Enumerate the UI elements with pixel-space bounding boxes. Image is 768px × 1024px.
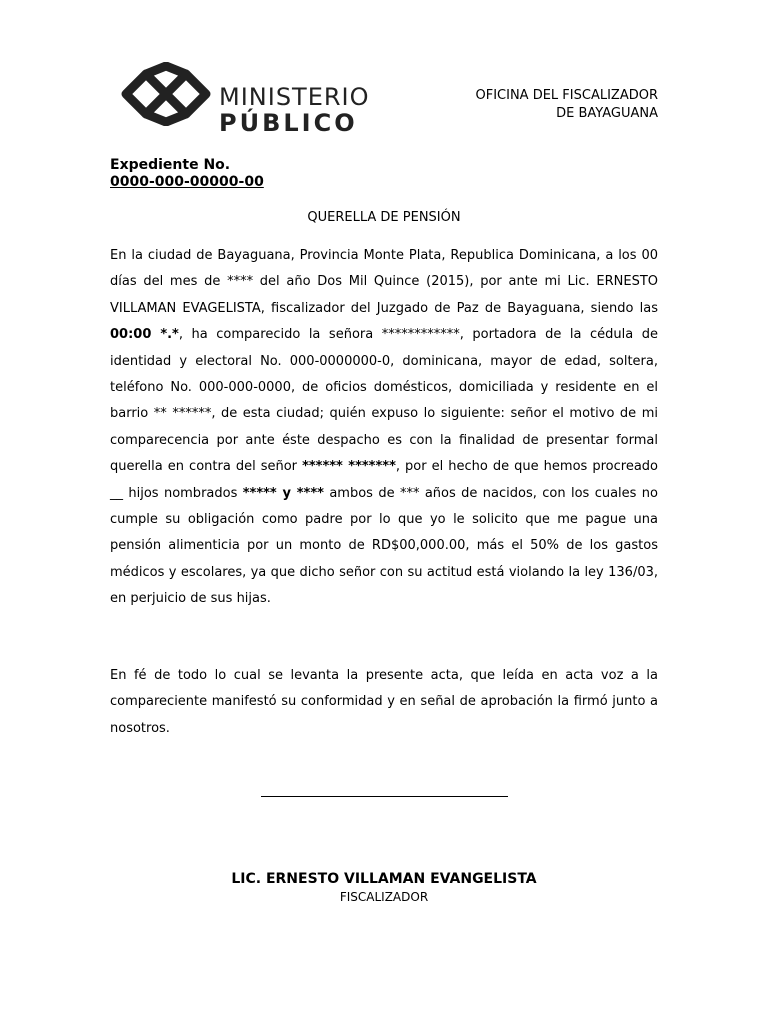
paragraph-1 [110,243,658,613]
logo-line-1: MINISTERIO [219,83,370,111]
paragraph-2: En fé de todo lo cual se levanta la presente acta, que leída en acta voz a la compareciente manifestó su conformidad y en señal de aprobación la firmó junto a nosotros. [110,668,658,736]
ministerio-publico-logo [118,62,388,137]
bold-text-run: 00:00 *.* [110,327,179,343]
bold-text-run: ****** ******* [302,459,396,475]
expediente-number: 0000-000-00000-00 [110,174,264,190]
logo-wordmark [219,84,370,136]
ministerio-publico-knot-icon [118,62,214,126]
expediente-block [110,157,264,191]
office-line-2: DE BAYAGUANA [556,106,658,121]
signature-line [261,796,508,797]
text-run: , por el hecho de que hemos procreado __ hijos nombrados [110,459,658,501]
text-run: , ha comparecido la señora ************, portadora de la cédula de identidad y electoral No. 000-0000000-0, dominicana, mayor de edad, soltera, teléfono No. 000-000-0000, de oficios domésticos, domiciliada y residente en el barrio ** ******, de esta ciudad; quién expuso lo siguiente: señor el motivo de mi comparecencia por ante éste despacho es con la finalidad de presentar formal querella en contra del señor [110,327,658,475]
text-run: En la ciudad de Bayaguana, Provincia Monte Plata, Republica Dominicana, a los 00 días del mes de **** del año Dos Mil Quince (2015), por ante mi Lic. ERNESTO VILLAMAN EVAGELISTA, fiscalizador del Juzgado de Paz de Bayaguana, siendo las [110,248,658,316]
office-heading [476,87,659,123]
document-title: QUERELLA DE PENSIÓN [307,210,461,225]
bold-text-run: ***** y **** [242,485,324,501]
expediente-label: Expediente No. [110,157,231,173]
signatory-name: LIC. ERNESTO VILLAMAN EVANGELISTA [231,871,537,887]
logo-line-2: PÚBLICO [219,109,358,137]
office-line-1: OFICINA DEL FISCALIZADOR [475,88,658,103]
signatory-role: FISCALIZADOR [339,890,429,904]
text-run: ambos de *** años de nacidos, con los cuales no cumple su obligación como padre por lo que yo le solicito que me pague una pensión alimenticia por un monto de RD$00,000.00, más el 50% de los gastos médicos y escolares, ya que dicho señor con su actitud está violando la ley 136/03, en perjuicio de sus hijas. [110,485,658,607]
